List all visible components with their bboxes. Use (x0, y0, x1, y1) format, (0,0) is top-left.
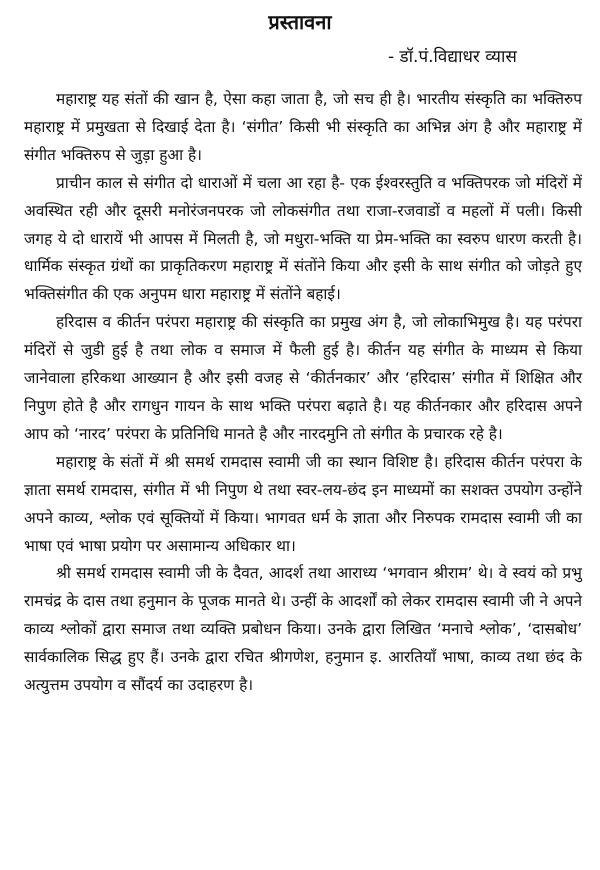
author-byline: - डॉ.पं.विद्याधर व्यास (388, 47, 517, 67)
paragraph: प्राचीन काल से संगीत दो धाराओं में चला आ रहा है- एक ईश्वरस्तुति व भक्तिपरक जो मंदिरों में अवस्थित रही और दूसरी मनोरंजनपरक जो लोकसंगीत तथा राजा-रजवाडों व महलों में पली। किसी जगह ये दो धारायें भी आपस में मिलती है, जो मधुरा-भक्ति या प्रेम-भक्ति का स्वरुप धारण करती है। धार्मिक संस्कृत ग्रंथों का प्राकृतिकरण महाराष्ट्र में संतोंने किया और इसी के साथ संगीत को जोड़ते हुए भक्तिसंगीत की एक अनुपम धारा महाराष्ट्र में संतोंने बहाई। (24, 173, 582, 304)
paragraph: महाराष्ट्र के संतों में श्री समर्थ रामदास स्वामी जी का स्थान विशिष्ट है। हरिदास कीर्तन परंपरा के ज्ञाता समर्थ रामदास, संगीत में भी निपुण थे तथा स्वर-लय-छंद इन माध्यमों का सशक्त उपयोग उन्होंने अपने काव्य, श्लोक एवं सूक्तियों में किया। भागवत धर्म के ज्ञाता और निरुपक रामदास स्वामी जी का भाषा एवं भाषा प्रयोग पर असामान्य अधिकार था। (24, 452, 582, 555)
document-body (24, 86, 582, 700)
paragraph: महाराष्ट्र यह संतों की खान है, ऐसा कहा जाता है, जो सच ही है। भारतीय संस्कृति का भक्तिरुप महाराष्ट्र में प्रमुखता से दिखाई देता है। ‘संगीत’ किसी भी संस्कृति का अभिन्न अंग है और महाराष्ट्र में संगीत भक्तिरुप से जुड़ा हुआ है। (24, 90, 582, 164)
page-title: प्रस्तावना (268, 10, 332, 34)
paragraph: हरिदास व कीर्तन परंपरा महाराष्ट्र की संस्कृति का प्रमुख अंग है, जो लोकाभिमुख है। यह परंपरा मंदिरों से जुडी हुई है तथा लोक व समाज में फैली हुई है। कीर्तन यह संगीत के माध्यम से किया जानेवाला हरिकथा आख्यान है और इसी वजह से ‘कीर्तनकार’ और ‘हरिदास’ संगीत में शिक्षित और निपुण होते है और रागधुन गायन के साथ भक्ति परंपरा बढ़ाते है। यह कीर्तनकार और हरिदास अपने आप को ‘नारद’ परंपरा के प्रतिनिधि मानते है और नारदमुनि तो संगीत के प्रचारक रहे है। (24, 313, 582, 443)
paragraph: श्री समर्थ रामदास स्वामी जी के दैवत, आदर्श तथा आराध्य ‘भगवान श्रीराम’ थे। वे स्वयं को प्रभु रामचंद्र के दास तथा हनुमान के पूजक मानते थे। उन्हीं के आदर्शों को लेकर रामदास स्वामी जी ने अपने काव्य श्लोकों द्वारा समाज तथा व्यक्ति प्रबोधन किया। उनके द्वारा लिखित ‘मनाचे श्लोक’, ‘दासबोध’ सार्वकालिक सिद्ध हुए हैं। उनके द्वारा रचित श्रीगणेश, हनुमान इ. आरतियाँ भाषा, काव्य तथा छंद के अत्युत्तम उपयोग व सौंदर्य का उदाहरण है। (24, 564, 582, 695)
